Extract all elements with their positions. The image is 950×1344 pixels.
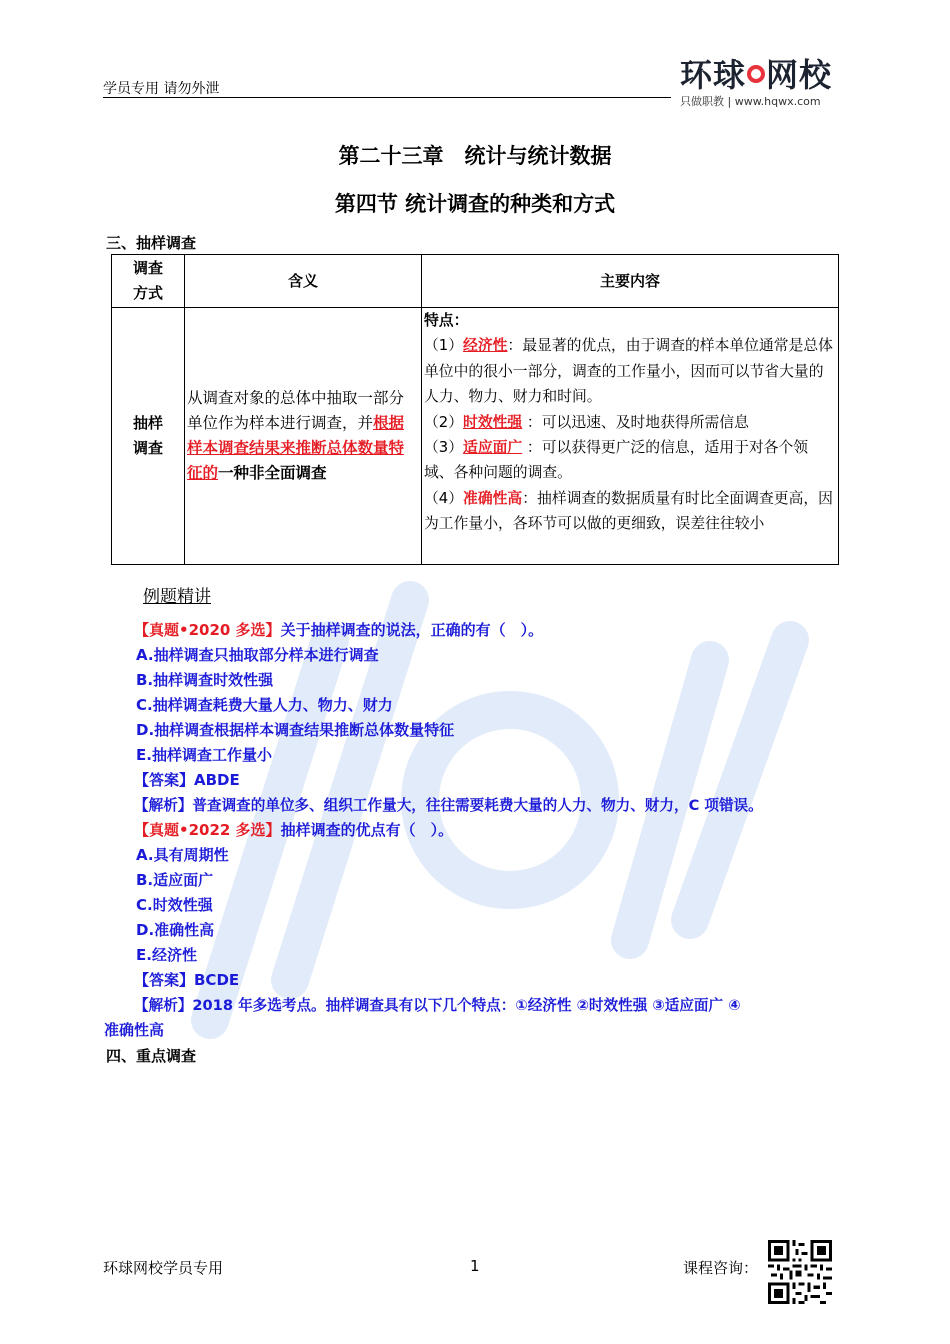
- logo-text-2: 网校: [766, 56, 833, 94]
- logo-slogan: 只做职教 | www.hqwx.com: [680, 95, 821, 108]
- logo-text-1: 环球: [680, 56, 747, 94]
- sampling-survey-table: [111, 254, 839, 565]
- footer-label: 环球网校学员专用: [103, 1259, 224, 1277]
- q2-analysis-line2: 准确性高: [104, 1021, 165, 1039]
- feature-4: [424, 486, 836, 537]
- chapter-title: 第二十三章 统计与统计数据: [338, 144, 612, 168]
- section-title: 第四节 统计调查的种类和方式: [334, 192, 616, 216]
- page-number: 1: [470, 1257, 480, 1275]
- header-label: 学员专用 请勿外泄: [103, 81, 220, 97]
- q1-stem: [134, 618, 874, 643]
- meaning-conclusion: 一种非全面调查: [218, 464, 327, 482]
- q2-option-a: A.具有周期性: [136, 846, 229, 864]
- header-divider: [103, 97, 671, 98]
- table-header-row: [112, 255, 839, 308]
- feature-2-key: 时效性强: [463, 413, 523, 431]
- feature-2-num: （2）: [424, 413, 464, 431]
- q2-option-e: E.经济性: [136, 946, 197, 964]
- logo-dot-icon: [747, 65, 765, 83]
- q2-option-c: C.时效性强: [136, 896, 213, 914]
- feature-1-text: ：最显著的优点，由于调查的样本单位通常是总体单位中的很小一部分，调查的工作量小，因而可以节省大量的人力、物力、财力和时间。: [424, 337, 833, 406]
- survey-type-l1: 抽样: [132, 414, 163, 432]
- survey-type-cell: [112, 308, 185, 565]
- q1-analysis: 【解析】普查调查的单位多、组织工作量大，往往需要耗费大量的人力、物力、财力，C 项错误。: [134, 797, 763, 814]
- features-title: 特点：: [424, 312, 469, 329]
- q1-tag: 【真题•2020 多选】: [134, 621, 281, 639]
- q2-option-b: B.适应面广: [136, 871, 214, 889]
- feature-4-text: ：抽样调查的数据质量有时比全面调查更高，因为工作量小，各环节可以做的更细致，误差往往较小: [424, 489, 833, 533]
- feature-3-key: 适应面广: [463, 439, 523, 457]
- meaning-text: 从调查对象的总体中抽取一部分单位作为样本进行调查，并: [187, 389, 405, 432]
- q1-stem-text: 关于抽样调查的说法，正确的有（ ）。: [280, 621, 544, 639]
- survey-type-l2: 调查: [132, 439, 163, 457]
- feature-1-num: （1）: [424, 337, 464, 355]
- q1-option-c: C.抽样调查耗费大量人力、物力、财力: [136, 696, 393, 714]
- feature-1-key: 经济性: [463, 337, 508, 355]
- table-row: [112, 308, 839, 565]
- section-heading-4: 四、重点调查: [106, 1047, 197, 1065]
- q1-answer: 【答案】ABDE: [134, 771, 240, 789]
- col-header-method-l1: 调查: [132, 259, 163, 277]
- consult-label: 课程咨询：: [683, 1259, 759, 1277]
- feature-3-text: ：可以获得更广泛的信息，适用于对各个领域、各种问题的调查。: [424, 439, 809, 482]
- content-cell: [422, 308, 839, 565]
- feature-2: [424, 410, 836, 435]
- feature-3: [424, 435, 836, 486]
- feature-2-text: ：可以迅速、及时地获得所需信息: [522, 413, 749, 431]
- q1-option-b: B.抽样调查时效性强: [136, 671, 274, 689]
- col-header-method: [112, 255, 185, 308]
- meaning-key-phrase: 根据样本调查结果来推断总体数量特征的: [187, 414, 405, 482]
- section-heading-3: 三、抽样调查: [106, 234, 197, 252]
- meaning-cell: [185, 308, 422, 565]
- col-header-content: 主要内容: [422, 255, 839, 308]
- q1-option-d: D.抽样调查根据样本调查结果推断总体数量特征: [136, 721, 455, 739]
- feature-4-key: 准确性高: [463, 489, 523, 507]
- q2-option-d: D.准确性高: [136, 921, 215, 939]
- qr-code-icon[interactable]: [768, 1240, 832, 1304]
- q2-analysis-line1: 【解析】2018 年多选考点。抽样调查具有以下几个特点：①经济性 ②时效性强 ③适应面广 ④: [134, 997, 741, 1014]
- logo: [680, 50, 832, 96]
- example-title: 例题精讲: [143, 587, 211, 607]
- feature-1: [424, 333, 836, 409]
- q1-option-a: A.抽样调查只抽取部分样本进行调查: [136, 646, 379, 664]
- q2-stem: [134, 818, 874, 843]
- col-header-meaning: 含义: [185, 255, 422, 308]
- q1-option-e: E.抽样调查工作量小: [136, 746, 272, 764]
- col-header-method-l2: 方式: [132, 284, 163, 302]
- q2-stem-text: 抽样调查的优点有（ ）。: [280, 821, 454, 839]
- feature-4-num: （4）: [424, 489, 464, 507]
- q2-tag: 【真题•2022 多选】: [134, 821, 281, 839]
- q2-answer: 【答案】BCDE: [134, 971, 240, 989]
- feature-3-num: （3）: [424, 439, 464, 457]
